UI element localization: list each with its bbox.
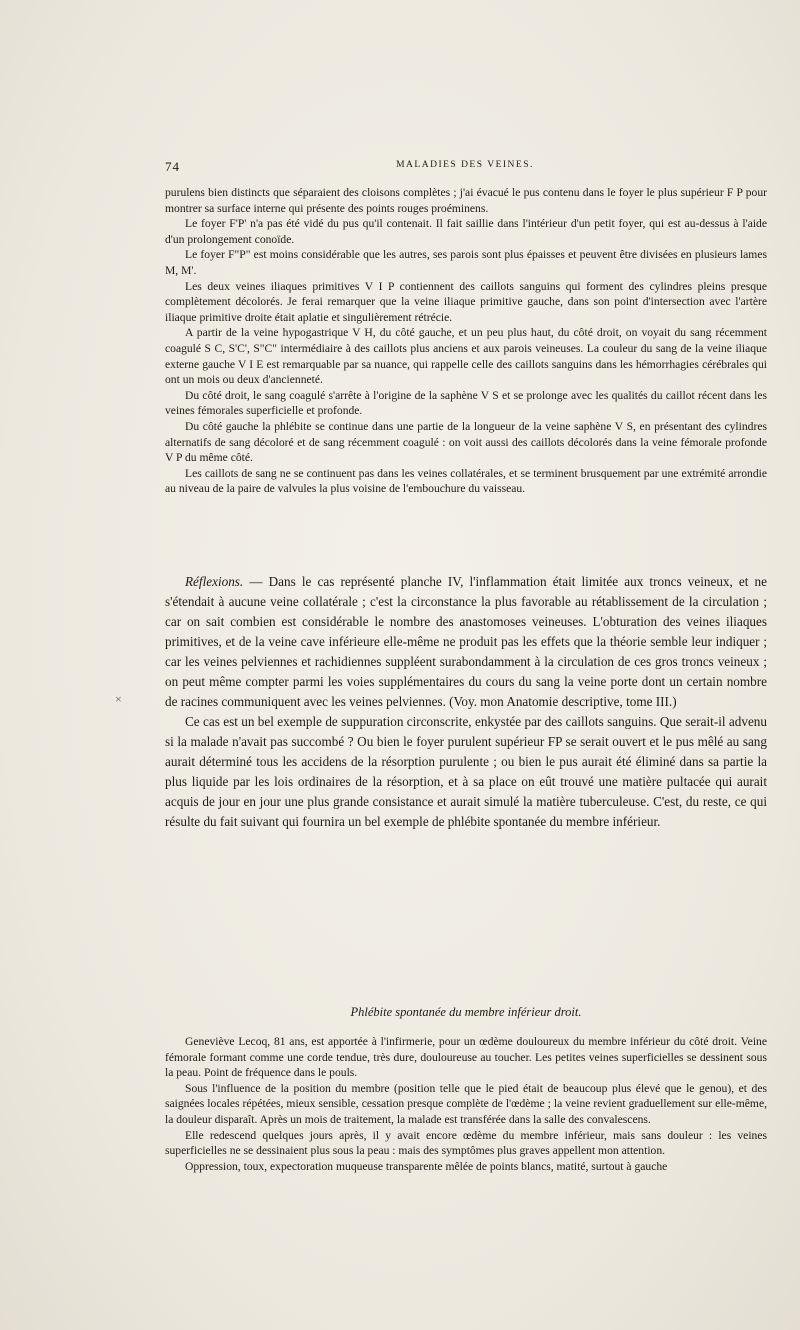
section-title: Phlébite spontanée du membre inférieur droit. (350, 1005, 582, 1019)
new-case-paragraph: Geneviève Lecoq, 81 ans, est apportée à l'infirmerie, pour un œdème douloureux du membre inférieur du côté droit. Veine fémorale formant comme une corde tendue, très dure, douloureuse au toucher. Les petites veines superficielles se dessinent sous la peau. Point de fréquence dans le pouls. (165, 1035, 767, 1080)
margin-annotation: × (115, 692, 122, 706)
case-note-paragraph: Le foyer F"P" est moins considérable que les autres, ses parois sont plus épaisses et peuvent être divisées en plusieurs lames M, M'. (165, 248, 767, 277)
page-header (165, 159, 765, 177)
case-note-paragraph: Les caillots de sang ne se continuent pas dans les veines collatérales, et se terminent brusquement par une extrémité arrondie au niveau de la paire de valvules la plus voisine de l'embouchure du vaisseau. (165, 466, 767, 496)
reflexions-section (165, 572, 767, 832)
case-note-paragraph: purulens bien distincts que séparaient des cloisons complètes ; j'ai évacué le pus contenu dans le foyer le plus supérieur F P pour montrer sa surface interne qui présente des points rouges proéminens. (165, 186, 767, 215)
case-note-paragraph: Du côté droit, le sang coagulé s'arrête à l'origine de la saphène V S et se prolonge avec les qualités du caillot récent dans les veines fémorales superficielle et profonde. (165, 388, 767, 418)
case-note-paragraph: Les deux veines iliaques primitives V I P contiennent des caillots sanguins qui forment des cylindres pleins presque complètement décolorés. Je ferai remarquer que la veine iliaque primitive gauche, dans son point d'intersection avec l'artère iliaque primitive droite était aplatie et singulièrement rétrécie. (165, 279, 767, 324)
new-case-paragraph: Sous l'influence de la position du membre (position telle que le pied était de beaucoup plus élevé que le genou), et des saignées locales répétées, mieux sensible, cessation presque complète de l'œdème ; la veine revient graduellement sur elle-même, la douleur disparaît. Après un mois de traitement, la malade est transférée dans la salle des convalescens. (165, 1081, 767, 1126)
reflexions-paragraph (165, 572, 767, 712)
new-case-paragraph: Oppression, toux, expectoration muqueuse transparente mêlée de points blancs, matité, surtout à gauche (185, 1159, 668, 1173)
reflexions-lead: Réflexions. (185, 574, 244, 589)
reflexions-text: Dans le cas représenté planche IV, l'inflammation était limitée aux troncs veineux, et ne s'étendait à aucune veine collatérale ; c'est la circonstance la plus favorable au rétablissement de la circulation ; car on sait combien est considérable le nombre des anastomoses veineuses. L'obturation des veines iliaques primitives, et de la veine cave inférieure elle-même ne produit pas les effets que la théorie semble leur indiquer ; car les veines pelviennes et rachidiennes suppléent surabondamment à la circulation de ces gros troncs veineux ; on peut même compter parmi les voies supplémentaires du cours du sang la veine porte dont un certain nombre de racines communiquent avec les veines pelviennes. (Voy. mon Anatomie descriptive, tome III.) (165, 574, 767, 709)
case-note-paragraph: A partir de la veine hypogastrique V H, du côté gauche, et un peu plus haut, du côté droit, on voyait du sang récemment coagulé S C, S'C', S"C" intermédiaire à des caillots plus anciens et aux parois veineuses. La couleur du sang de la veine iliaque externe gauche V I E est remarquable par sa nuance, qui rappelle celle des caillots sanguins dans les hémorrhagies cérébrales qui ont un mois ou deux d'ancienneté. (165, 326, 767, 387)
new-case-paragraph: Elle redescend quelques jours après, il y avait encore œdème du membre inférieur, mais sans douleur : les veines superficielles ne se dessinaient plus sous la peau : mais des symptômes plus graves appellent mon attention. (165, 1128, 767, 1158)
page-number: 74 (165, 159, 180, 174)
new-case (165, 1034, 767, 1174)
reflexions-dash: — (243, 574, 269, 589)
case-note-paragraph: Du côté gauche la phlébite se continue dans une partie de la longueur de la veine saphène V S, en présentant des cylindres alternatifs de sang décoloré et de sang récemment coagulé : on voit aussi des caillots décolorés dans la veine fémorale profonde V P du même côté. (165, 419, 767, 465)
case-note-paragraph: Le foyer F'P' n'a pas été vidé du pus qu'il contenait. Il fait saillie dans l'intérieur d'un petit foyer, qui est au-dessus à l'aide d'un prolongement conoïde. (165, 217, 767, 246)
case-notes (165, 185, 767, 497)
running-title: MALADIES DES VEINES. (396, 160, 534, 170)
reflexions-paragraph: Ce cas est un bel exemple de suppuration circonscrite, enkystée par des caillots sanguins. Que serait-il advenu si la malade n'avait pas succombé ? Ou bien le foyer purulent supérieur FP se serait ouvert et le pus mêlé au sang aurait déterminé tous les accidens de la résorption purulente ; ou bien le pus aurait été éliminé dans sa partie la plus liquide par les lois ordinaires de la résorption, et à sa place on eût trouvé une matière pultacée qui aurait acquis de jour en jour une plus grande consistance et aurait simulé la matière tuberculeuse. C'est, du reste, ce qui résulte du fait suivant qui fournira un bel exemple de phlébite spontanée du membre inférieur. (165, 714, 767, 829)
